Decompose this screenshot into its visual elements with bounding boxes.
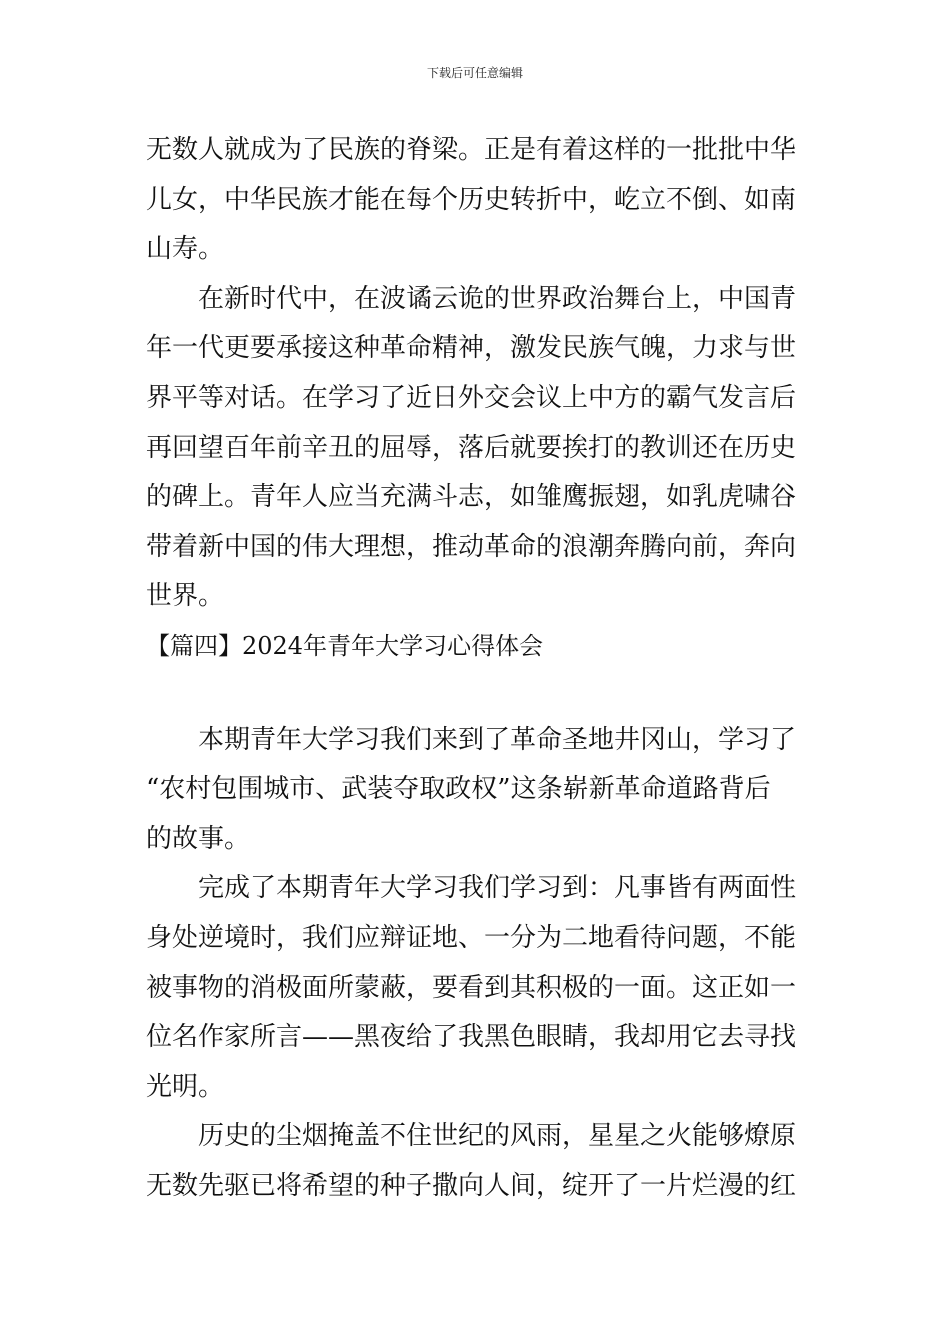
text-line: 在新时代中，在波谲云诡的世界政治舞台上，中国青: [198, 283, 797, 314]
text-line: 界平等对话。在学习了近日外交会议上中方的霸气发言后: [146, 382, 797, 413]
paragraph: [146, 1112, 808, 1211]
text-line: 山寿。: [146, 234, 225, 265]
text-line: 世界。: [146, 581, 225, 612]
text-line: 被事物的消极面所蒙蔽，要看到其积极的一面。这正如一: [146, 972, 797, 1003]
text-line: 带着新中国的伟大理想，推动革命的浪潮奔腾向前，奔向: [146, 531, 797, 562]
paragraph: [146, 864, 808, 1112]
text-line: 无数先驱已将希望的种子撒向人间，绽开了一片烂漫的红: [146, 1170, 797, 1201]
paragraph: [146, 716, 808, 865]
text-line: 本期青年大学习我们来到了革命圣地井冈山，学习了: [198, 724, 797, 755]
document-body: [146, 126, 808, 1211]
text-line: 再回望百年前辛丑的屈辱，落后就要挨打的教训还在历史: [146, 432, 797, 463]
text-line: 位名作家所言——黑夜给了我黑色眼睛，我却用它去寻找: [146, 1022, 797, 1053]
paragraph: [146, 126, 808, 275]
section-heading: 【篇四】2024年青年大学习心得体会: [146, 631, 544, 660]
spacer: [146, 672, 808, 716]
text-line: 的故事。: [146, 823, 251, 854]
text-line: “农村包围城市、武装夺取政权”这条崭新革命道路背后: [146, 774, 771, 805]
paragraph: [146, 275, 808, 622]
text-line: 的碑上。青年人应当充满斗志，如雏鹰振翅，如乳虎啸谷: [146, 482, 797, 513]
text-line: 光明。: [146, 1071, 225, 1102]
text-line: 身处逆境时，我们应辩证地、一分为二地看待问题，不能: [146, 922, 797, 953]
text-line: 无数人就成为了民族的脊梁。正是有着这样的一批批中华: [146, 135, 797, 165]
page-header-note: 下载后可任意编辑: [426, 66, 523, 80]
text-line: 历史的尘烟掩盖不住世纪的风雨，星星之火能够燎原: [198, 1121, 797, 1152]
text-line: 完成了本期青年大学习我们学习到：凡事皆有两面性: [198, 873, 797, 904]
text-line: 儿女，中华民族才能在每个历史转折中，屹立不倒、如南: [146, 184, 797, 215]
text-line: 年一代更要承接这种革命精神，激发民族气魄，力求与世: [146, 333, 797, 364]
